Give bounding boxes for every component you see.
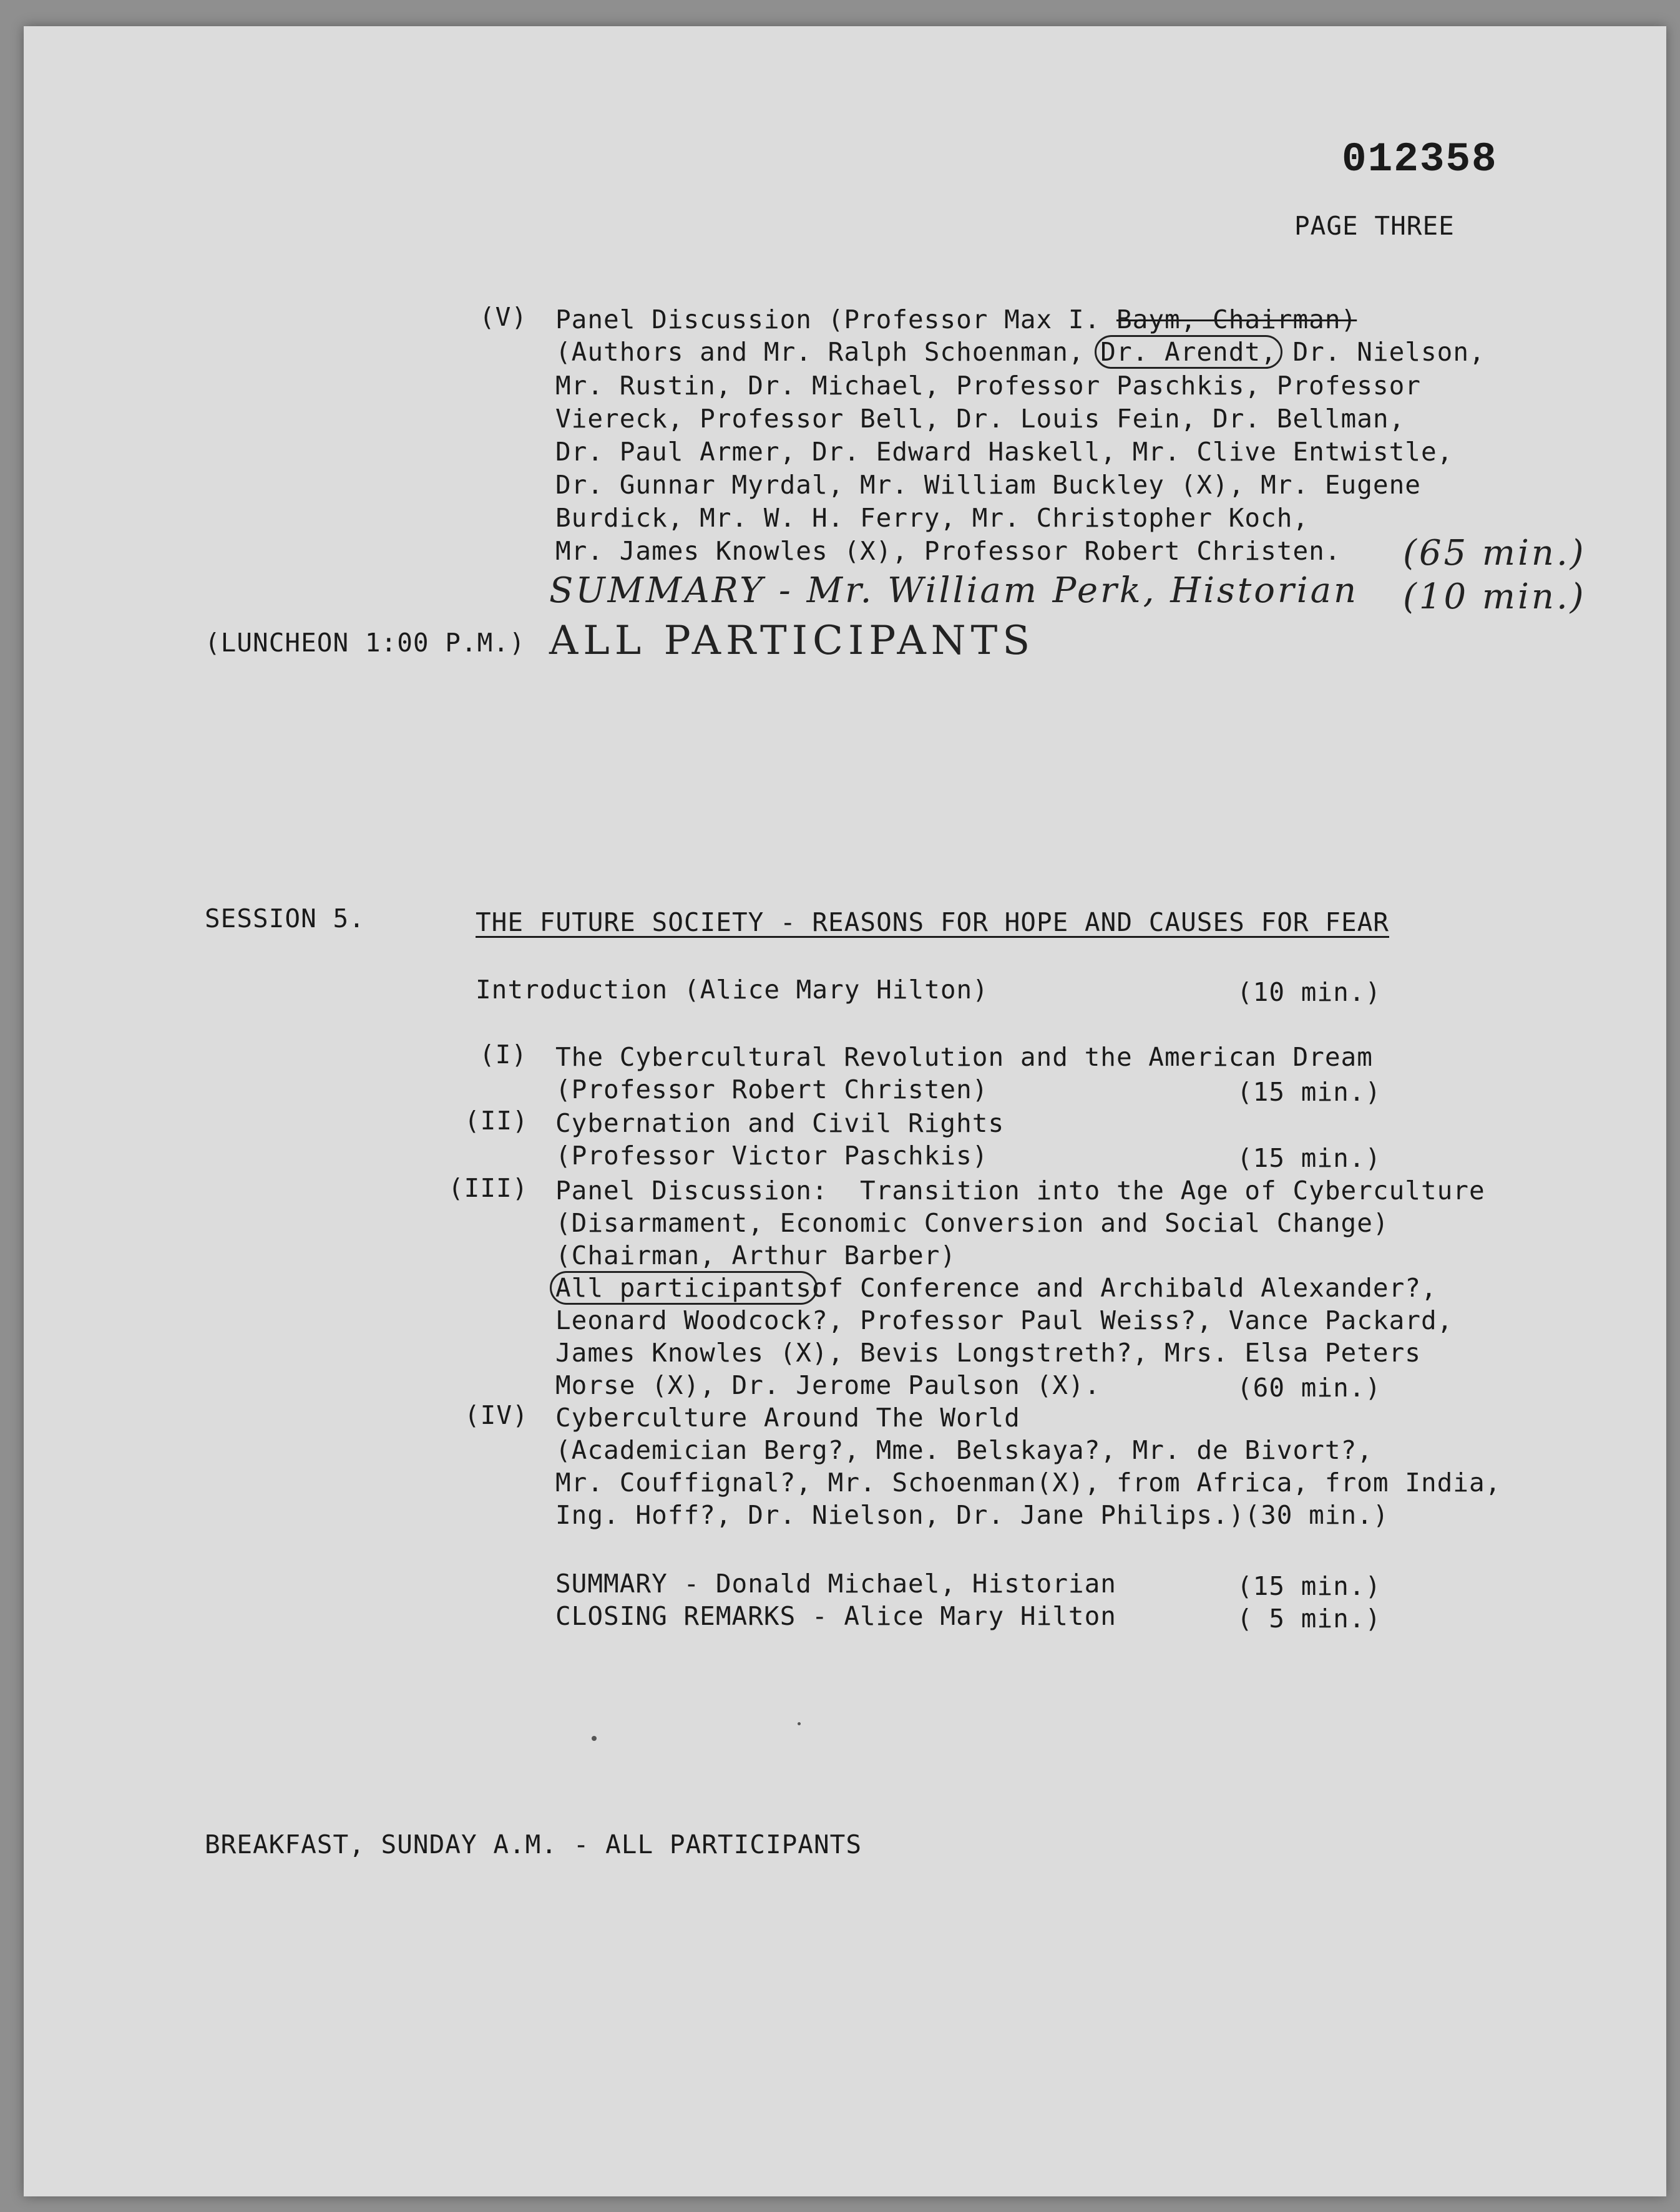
struck-chairman-text: Baym, Chairman) (1116, 305, 1357, 334)
item-iv-line-1: Cyberculture Around The World (555, 1403, 1020, 1433)
handwritten-duration-10: (10 min.) (1403, 577, 1586, 617)
item-v-line-1: Panel Discussion (Professor Max I. Baym, Chairman) (555, 305, 1357, 334)
closing-remarks-duration: ( 5 min.) (1237, 1604, 1382, 1634)
item-v-line-6: Dr. Gunnar Myrdal, Mr. William Buckley (X), Mr. Eugene (555, 470, 1421, 500)
handwritten-duration-65: (65 min.) (1403, 533, 1586, 573)
item-ii-line-2: (Professor Victor Paschkis) (555, 1141, 989, 1171)
item-iii-line-3: (Chairman, Arthur Barber) (555, 1240, 957, 1270)
session-5-summary: SUMMARY - Donald Michael, Historian (555, 1569, 1116, 1599)
document-number: 012358 (1342, 136, 1498, 183)
item-ii-duration: (15 min.) (1237, 1143, 1382, 1173)
document-page (24, 26, 1666, 2196)
item-iii-label: (III) (448, 1173, 529, 1203)
item-iv-label: (IV) (464, 1400, 529, 1430)
paper-speck (592, 1736, 597, 1741)
item-i-label: (I) (479, 1040, 528, 1069)
breakfast-line: BREAKFAST, SUNDAY A.M. - ALL PARTICIPANTS (205, 1830, 862, 1859)
session-5-intro-duration: (10 min.) (1237, 977, 1382, 1007)
item-ii-label: (II) (464, 1106, 529, 1136)
item-v-line-2: (Authors and Mr. Ralph Schoenman, Dr. Arendt, Dr. Nielson, (555, 336, 1485, 368)
item-iii-line-7: Morse (X), Dr. Jerome Paulson (X). (555, 1370, 1101, 1400)
item-iv-line-4: Ing. Hoff?, Dr. Nielson, Dr. Jane Philips.)(30 min.) (555, 1500, 1389, 1530)
session-5-intro: Introduction (Alice Mary Hilton) (476, 975, 989, 1005)
paper-speck (798, 1722, 801, 1725)
item-iii-line-4: All participantsof Conference and Archibald Alexander?, (555, 1272, 1437, 1304)
item-v-line-8: Mr. James Knowles (X), Professor Robert Christen. (555, 536, 1341, 566)
item-i-line-1: The Cybercultural Revolution and the American Dream (555, 1042, 1373, 1072)
item-v-line-7: Burdick, Mr. W. H. Ferry, Mr. Christopher Koch, (555, 503, 1309, 533)
item-iii-duration: (60 min.) (1237, 1373, 1382, 1403)
page-label: PAGE THREE (1294, 211, 1455, 241)
session-5-summary-duration: (15 min.) (1237, 1571, 1382, 1601)
item-iii-line-2: (Disarmament, Economic Conversion and Social Change) (555, 1208, 1389, 1238)
luncheon-label: (LUNCHEON 1:00 P.M.) (205, 628, 525, 658)
session-5-label: SESSION 5. (205, 904, 365, 933)
item-iii-line-5: Leonard Woodcock?, Professor Paul Weiss?, Vance Packard, (555, 1305, 1453, 1335)
item-ii-line-1: Cybernation and Civil Rights (555, 1108, 1005, 1138)
closing-remarks: CLOSING REMARKS - Alice Mary Hilton (555, 1601, 1116, 1631)
circled-all-participants: All participants (550, 1271, 818, 1305)
session-5-title: THE FUTURE SOCIETY - REASONS FOR HOPE AND CAUSES FOR FEAR (476, 907, 1389, 937)
item-iv-line-2: (Academician Berg?, Mme. Belskaya?, Mr. de Bivort?, (555, 1435, 1373, 1465)
item-iii-line-1: Panel Discussion: Transition into the Age of Cyberculture (555, 1176, 1485, 1206)
item-i-line-2: (Professor Robert Christen) (555, 1074, 989, 1104)
item-v-line-5: Dr. Paul Armer, Dr. Edward Haskell, Mr. Clive Entwistle, (555, 437, 1453, 467)
item-v-line-3: Mr. Rustin, Dr. Michael, Professor Paschkis, Professor (555, 371, 1421, 401)
handwritten-summary: SUMMARY - Mr. William Perk, Historian (549, 570, 1359, 611)
item-v-line-4: Viereck, Professor Bell, Dr. Louis Fein, Dr. Bellman, (555, 404, 1405, 434)
circled-arendt: Dr. Arendt, (1095, 335, 1282, 369)
handwritten-all-participants: ALL PARTICIPANTS (549, 618, 1035, 664)
item-i-duration: (15 min.) (1237, 1077, 1382, 1107)
item-iii-line-6: James Knowles (X), Bevis Longstreth?, Mrs. Elsa Peters (555, 1338, 1421, 1368)
item-iv-line-3: Mr. Couffignal?, Mr. Schoenman(X), from Africa, from India, (555, 1468, 1502, 1498)
item-v-label: (V) (479, 302, 528, 332)
